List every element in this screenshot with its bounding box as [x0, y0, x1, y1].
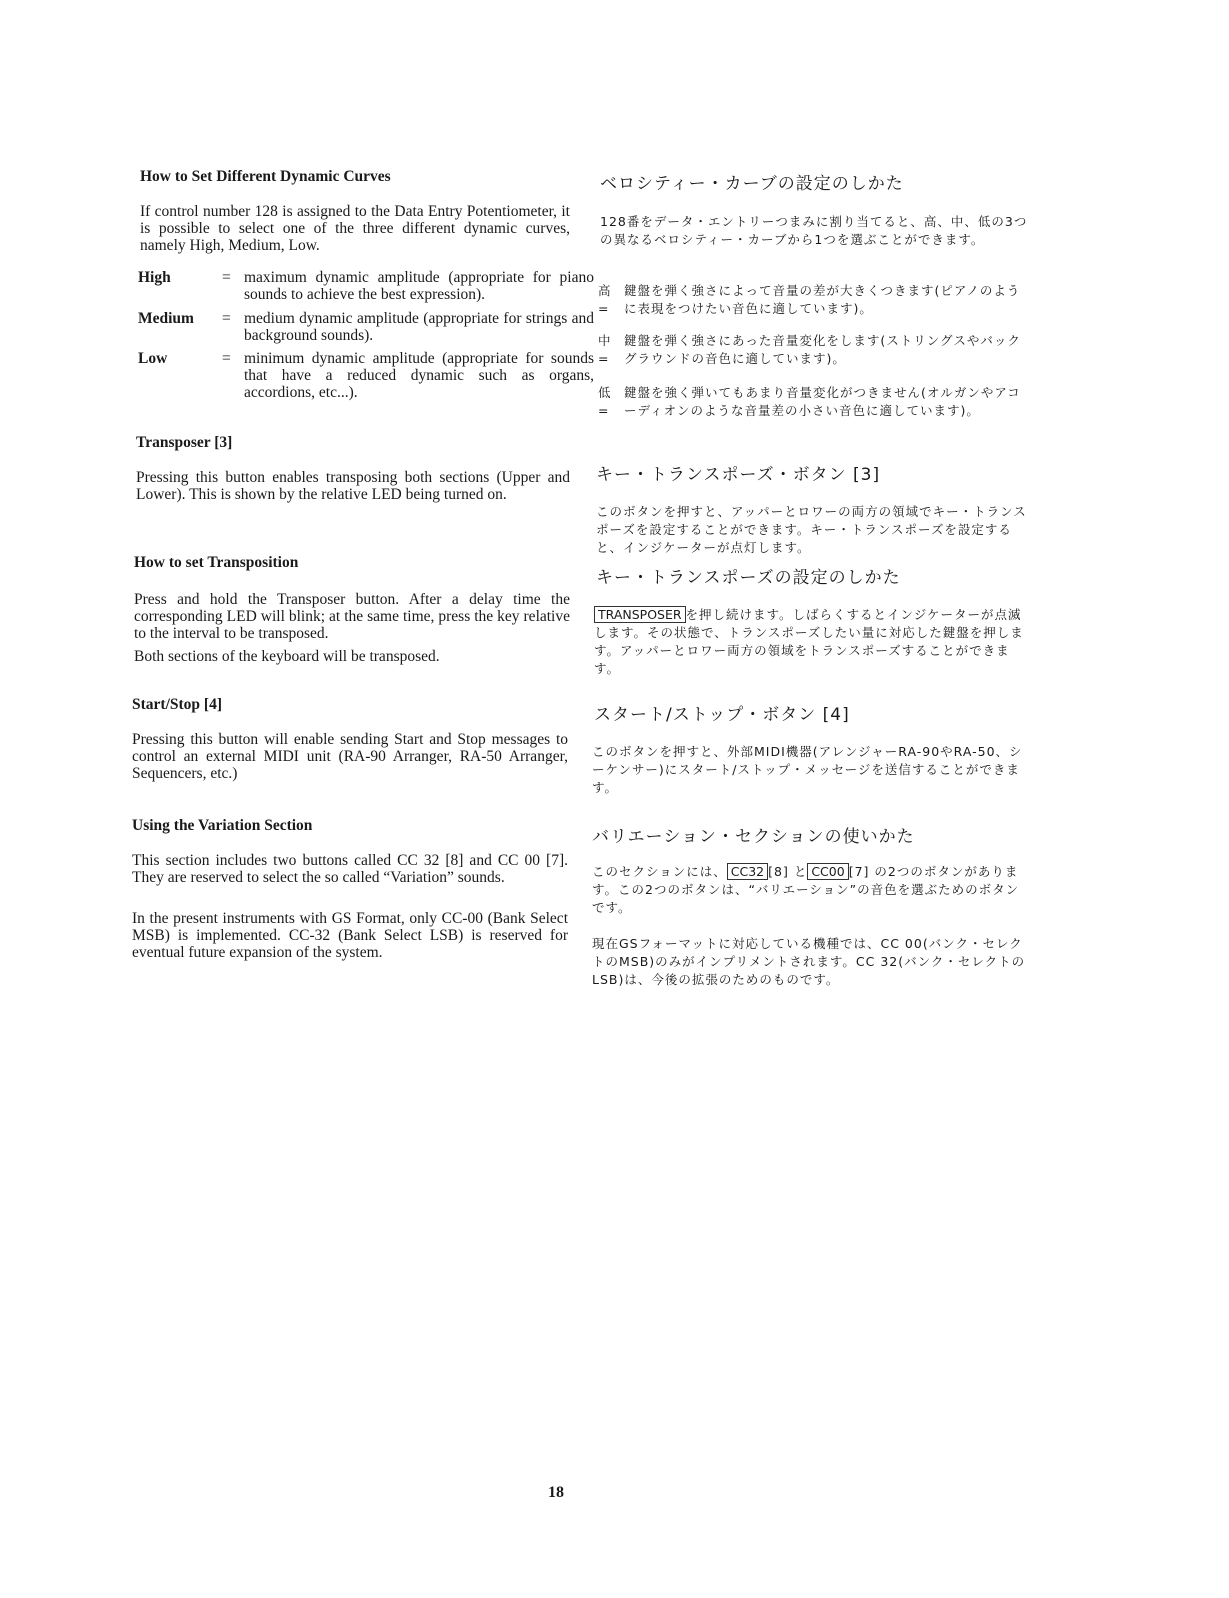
- jp-curve-low-term: 低 =: [598, 385, 612, 418]
- page-number: 18: [548, 1484, 564, 1501]
- transposition-body-1: Press and hold the Transposer button. After a delay time the corresponding LED will blink; at the same time, press the key relative to the interval to be transposed.: [134, 591, 570, 642]
- curve-medium-eq: =: [222, 310, 231, 327]
- jp-curve-high-row: [598, 282, 1032, 318]
- startstop-body: Pressing this button will enable sending Start and Stop messages to control an external MIDI unit (RA-90 Arranger, RA-50 Arranger, Sequencers, etc.): [132, 731, 568, 782]
- jp-curve-low-def: 鍵盤を強く弾いてもあまり音量変化がつきません(オルガンやアコーディオンのような音量差の小さい音色に適しています)。: [624, 385, 1021, 418]
- transposer-key-label: TRANSPOSER: [594, 606, 686, 623]
- curve-high-eq: =: [222, 269, 231, 286]
- jp-transposition-body: [594, 606, 1028, 678]
- cc32-key-label: CC32: [727, 863, 768, 880]
- jp-dynamic-curves-heading: ベロシティー・カーブの設定のしかた: [600, 174, 904, 194]
- jp-curve-high-term: 高 =: [598, 283, 612, 316]
- english-column: [132, 0, 594, 1000]
- startstop-heading: Start/Stop [4]: [132, 696, 222, 713]
- transposer-body: Pressing this button enables transposing both sections (Upper and Lower). This is shown by the relative LED being turned on.: [136, 469, 570, 503]
- jp-startstop-heading: スタート/ストップ・ボタン [4]: [594, 705, 850, 725]
- jp-variation-body-2: 現在GSフォーマットに対応している機種では、CC 00(バンク・セレクトのMSB)のみがインプリメントされます。CC 32(バンク・セレクトのLSB)は、今後の拡張のためのものです。: [592, 936, 1026, 987]
- variation-body-2: In the present instruments with GS Format, only CC-00 (Bank Select MSB) is implemented. CC-32 (Bank Select LSB) is reserved for eventual future expansion of the system.: [132, 910, 568, 961]
- jp-variation-pre: このセクションには、: [592, 864, 727, 879]
- jp-curve-high-def: 鍵盤を弾く強さによって音量の差が大きくつきます(ピアノのように表現をつけたい音色に適しています)。: [624, 283, 1021, 316]
- transposer-heading: Transposer [3]: [136, 434, 233, 451]
- jp-transposer-heading: キー・トランスポーズ・ボタン [3]: [596, 465, 881, 485]
- transposition-heading: How to set Transposition: [134, 554, 299, 571]
- curve-high-def: maximum dynamic amplitude (appropriate for piano sounds to achieve the best expression).: [244, 269, 594, 303]
- jp-startstop-body: このボタンを押すと、外部MIDI機器(アレンジャーRA-90やRA-50、シーケンサー)にスタート/ストップ・メッセージを送信することができます。: [592, 744, 1023, 795]
- curve-high-row: [138, 269, 594, 303]
- curve-low-def: minimum dynamic amplitude (appropriate for sounds that have a reduced dynamic such as organs, accordions, etc...).: [244, 350, 594, 401]
- curve-medium-row: [138, 310, 594, 344]
- japanese-column: [592, 0, 1032, 1000]
- curve-medium-def: medium dynamic amplitude (appropriate for strings and background sounds).: [244, 310, 594, 344]
- jp-transposition-text: を押し続けます。しばらくするとインジケーターが点滅します。その状態で、トランスポーズしたい量に対応した鍵盤を押します。アッパーとロワー両方の領域をトランスポーズすることができます。: [594, 607, 1024, 676]
- curve-high-term: High: [138, 269, 171, 286]
- variation-body-1: This section includes two buttons called CC 32 [8] and CC 00 [7]. They are reserved to select the so called “Variation” sounds.: [132, 852, 568, 886]
- jp-dynamic-curves-intro: 128番をデータ・エントリーつまみに割り当てると、高、中、低の3つの異なるベロシティー・カーブから1つを選ぶことができます。: [600, 214, 1028, 247]
- jp-curve-medium-term: 中 =: [598, 333, 612, 366]
- jp-variation-mid2: [7] の2つのボタンがあります。この2つのボタンは、“バリエーション”の音色を選ぶためのボタンです。: [592, 864, 1020, 915]
- variation-heading: Using the Variation Section: [132, 817, 313, 834]
- curve-low-eq: =: [222, 350, 231, 367]
- jp-transposer-body: このボタンを押すと、アッパーとロワーの両方の領域でキー・トランスポーズを設定することができます。キー・トランスポーズを設定すると、インジケーターが点灯します。: [596, 504, 1027, 555]
- curve-low-row: [138, 350, 594, 401]
- jp-variation-heading: バリエーション・セクションの使いかた: [592, 827, 915, 847]
- jp-variation-mid1: [8] と: [768, 864, 808, 879]
- jp-variation-body-1: [592, 863, 1026, 917]
- cc00-key-label: CC00: [807, 863, 848, 880]
- jp-curve-medium-def: 鍵盤を弾く強さにあった音量変化をします(ストリングスやバックグラウンドの音色に適しています)。: [624, 333, 1021, 366]
- jp-curve-low-row: [598, 384, 1032, 420]
- dynamic-curves-intro: If control number 128 is assigned to the Data Entry Potentiometer, it is possible to select one of the three different dynamic curves, namely High, Medium, Low.: [140, 203, 570, 254]
- dynamic-curves-heading: How to Set Different Dynamic Curves: [140, 168, 391, 185]
- transposition-body-2: Both sections of the keyboard will be transposed.: [134, 648, 440, 665]
- curve-medium-term: Medium: [138, 310, 194, 327]
- curve-low-term: Low: [138, 350, 168, 367]
- jp-curve-medium-row: [598, 332, 1032, 368]
- jp-transposition-heading: キー・トランスポーズの設定のしかた: [596, 568, 901, 588]
